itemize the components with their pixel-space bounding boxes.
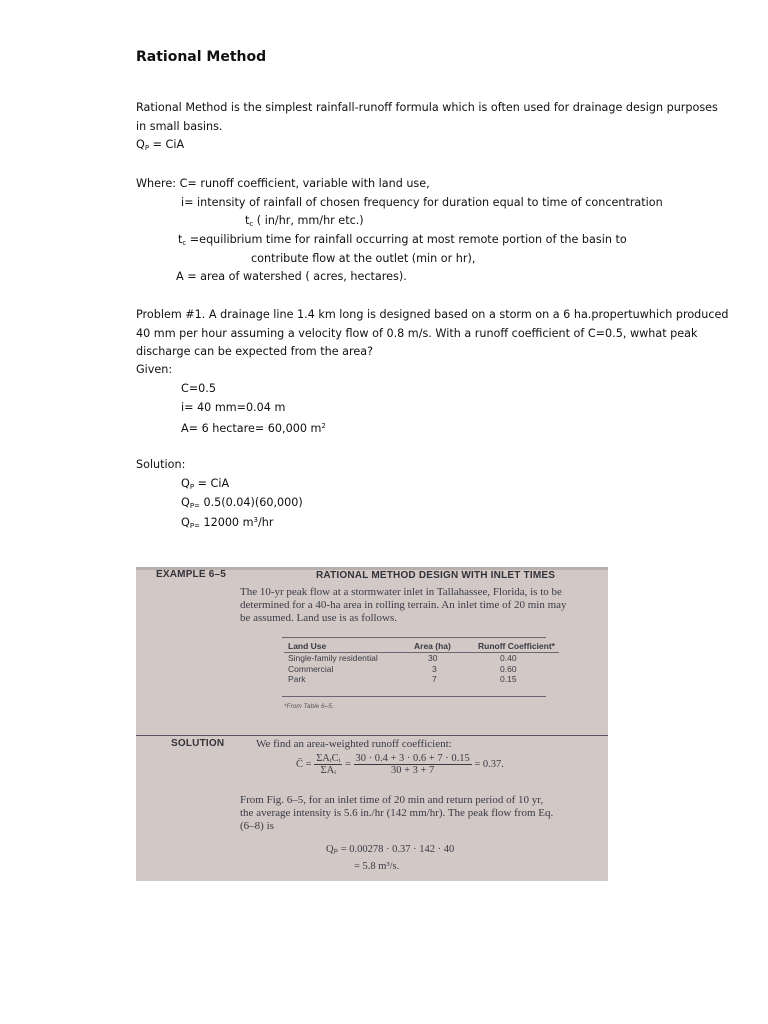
s3-rest: 12000 m — [199, 516, 254, 529]
solution-step-1 — [181, 476, 229, 495]
intro-line-1: Rational Method is the simplest rainfall-runoff formula which is often used for drainage design purposes — [136, 101, 718, 114]
scan-solution-label: SOLUTION — [171, 738, 225, 749]
cell-coeff: 0.40 — [500, 653, 517, 663]
problem-line-3: discharge can be expected from the area? — [136, 345, 374, 358]
eq1-num: ΣAᵢCᵢ — [316, 753, 341, 764]
formula-sub: P — [144, 144, 150, 152]
eq1-lhs: C̄ = — [296, 759, 312, 770]
tc-def-rest: =equilibrium time for rainfall occurring at most remote portion of the basin to — [186, 233, 627, 246]
tc-t: t — [245, 214, 250, 227]
cell-coeff: 0.60 — [500, 663, 517, 674]
tc-units: ( in/hr, mm/hr etc.) — [253, 214, 364, 227]
given-label: Given: — [136, 363, 173, 376]
cell-area: 30 — [428, 653, 438, 663]
cell-area: 7 — [432, 674, 437, 684]
scan-text-6: (6–8) is — [240, 820, 274, 832]
where-tc-units — [245, 213, 364, 232]
eq1-fraction-2 — [354, 753, 472, 776]
s3-q: Q — [181, 516, 190, 529]
table-row — [284, 653, 559, 664]
table-row — [284, 664, 559, 675]
solution-label: Solution: — [136, 458, 186, 471]
land-use-table — [284, 640, 559, 685]
where-tc-def-2: contribute flow at the outlet (min or hr), — [251, 252, 476, 265]
table-footnote: *From Table 6–5. — [284, 703, 334, 710]
header-runoff: Runoff Coefficient* — [474, 640, 559, 653]
tc-sub: c — [249, 220, 254, 228]
header-land-use: Land Use — [284, 640, 410, 653]
intro-line-2: in small basins. — [136, 120, 223, 133]
where-tc-def — [178, 232, 627, 251]
s3-end: /hr — [257, 516, 274, 529]
scan-text-5: the average intensity is 5.6 in./hr (142 mm/hr). The peak flow from Eq. — [240, 807, 554, 819]
tc-def-sub: c — [182, 239, 187, 247]
scan-text-4: From Fig. 6–5, for an inlet time of 20 min and return period of 10 yr, — [240, 794, 544, 806]
problem-line-2: 40 mm per hour assuming a velocity flow of 0.8 m/s. With a runoff coefficient of C=0.5, wwhat peak — [136, 327, 698, 340]
tc-def-t: t — [178, 233, 183, 246]
peak-flow-equation: Qₚ = 0.00278 · 0.37 · 142 · 40 — [326, 844, 455, 855]
s1-rest: = CiA — [194, 477, 230, 490]
formula-q: Q — [136, 138, 145, 151]
where-a: A = area of watershed ( acres, hectares). — [176, 270, 407, 283]
cell-land-use: Commercial — [288, 663, 334, 674]
cell-land-use: Single-family residential — [288, 653, 378, 663]
scan-solution-text: We find an area-weighted runoff coefficient: — [256, 738, 452, 750]
example-label: EXAMPLE 6–5 — [156, 569, 227, 580]
s1-sub: P — [189, 483, 195, 491]
table-row — [284, 674, 559, 685]
page-title: Rational Method — [136, 49, 267, 65]
where-i: i= intensity of rainfall of chosen frequency for duration equal to time of concentration — [181, 196, 663, 209]
peak-flow-result: = 5.8 m³/s. — [354, 861, 400, 872]
eq1-den2: 30 + 3 + 7 — [390, 765, 435, 776]
given-c: C=0.5 — [181, 382, 216, 395]
rational-formula — [136, 137, 184, 156]
solution-step-2 — [181, 495, 303, 514]
cell-area: 3 — [432, 663, 437, 674]
s3-sup: 3 — [253, 516, 258, 524]
eq1-num2: 30 · 0.4 + 3 · 0.6 + 7 · 0.15 — [355, 753, 470, 764]
solution-step-3 — [181, 513, 273, 534]
eq1-den: ΣAᵢ — [320, 765, 336, 776]
scan-text-2: determined for a 40-ha area in rolling terrain. An inlet time of 20 min may — [240, 599, 567, 611]
eq1-equals: = — [344, 759, 351, 770]
s2-q: Q — [181, 496, 190, 509]
scan-text-1: The 10-yr peak flow at a stormwater inlet in Tallahassee, Florida, is to be — [240, 586, 562, 598]
scan-text-3: be assumed. Land use is as follows. — [240, 612, 398, 624]
scan-solution-rule — [136, 735, 608, 736]
header-area: Area (ha) — [410, 640, 474, 653]
eq1-fraction — [314, 753, 342, 776]
problem-line-1: Problem #1. A drainage line 1.4 km long is designed based on a storm on a 6 ha.propertuwhich produced — [136, 308, 729, 321]
s3-sub: P= — [189, 522, 200, 530]
where-c: Where: C= runoff coefficient, variable with land use, — [136, 177, 430, 190]
scanned-example-image — [136, 567, 608, 881]
cell-land-use: Park — [288, 674, 306, 684]
eq1-result: = 0.37. — [474, 759, 504, 770]
s2-sub: P= — [189, 502, 200, 510]
s1-q: Q — [181, 477, 190, 490]
given-a-sup: 2 — [321, 422, 326, 430]
given-a-text: A= 6 hectare= 60,000 m — [181, 422, 322, 435]
given-a — [181, 419, 326, 436]
example-title: RATIONAL METHOD DESIGN WITH INLET TIMES — [316, 570, 556, 581]
formula-rest: = CiA — [149, 138, 185, 151]
s2-rest: 0.5(0.04)(60,000) — [199, 496, 303, 509]
given-i: i= 40 mm=0.04 m — [181, 401, 286, 414]
cell-coeff: 0.15 — [500, 674, 517, 684]
table-header-row — [284, 640, 559, 653]
weighted-coefficient-equation — [296, 753, 504, 776]
